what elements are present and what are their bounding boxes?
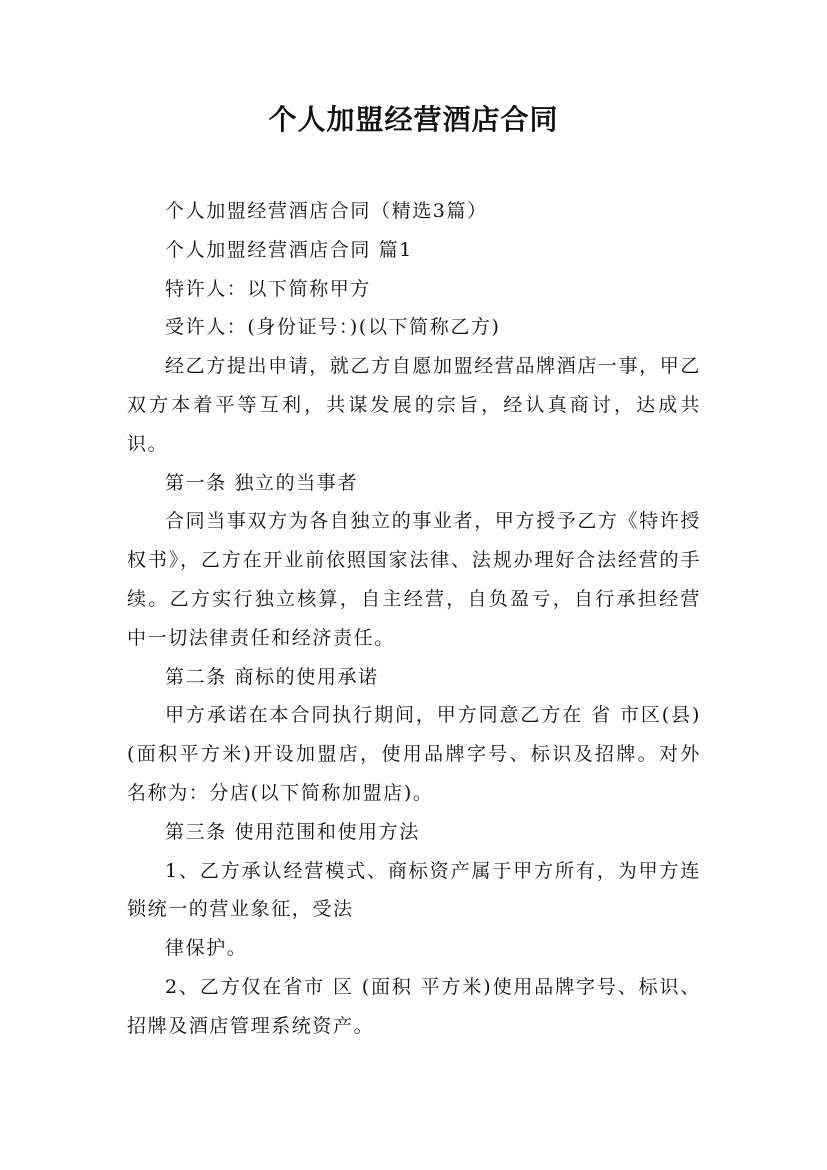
article-3-item-1: 1、乙方承认经营模式、商标资产属于甲方所有，为甲方连锁统一的营业象征，受法 (127, 859, 701, 921)
article-2-heading: 第二条 商标的使用承诺 (165, 665, 379, 688)
paragraph-subtitle: 个人加盟经营酒店合同（精选3篇） (165, 200, 488, 222)
article-3-item-1-continued: 律保护。 (165, 937, 248, 960)
article-3-heading: 第三条 使用范围和使用方法 (165, 820, 420, 843)
paragraph-preamble: 经乙方提出申请，就乙方自愿加盟经营品牌酒店一事，甲乙双方本着平等互利，共谋发展的宗旨，经认真商讨，达成共识。 (127, 355, 701, 455)
paragraph-section-heading: 个人加盟经营酒店合同 篇1 (165, 238, 413, 261)
article-3-item-2: 2、乙方仅在省市 区 (面积 平方米)使用品牌字号、标识、招牌及酒店管理系统资产。 (127, 975, 701, 1037)
paragraph-franchisor: 特许人：以下简称甲方 (165, 277, 372, 300)
document-body (127, 192, 701, 1046)
document-title: 个人加盟经营酒店合同 (268, 103, 559, 136)
paragraph-franchisee: 受许人：(身份证号：)(以下简称乙方) (165, 316, 501, 339)
article-1-heading: 第一条 独立的当事者 (165, 471, 359, 494)
article-1-body: 合同当事双方为各自独立的事业者，甲方授予乙方《特许授权书》，乙方在开业前依照国家法律、法规办理好合法经营的手续。乙方实行独立核算，自主经营，自负盈亏，自行承担经营中一切法律责任和经济责任。 (127, 510, 701, 649)
article-2-body: 甲方承诺在本合同执行期间，甲方同意乙方在 省 市区(县)(面积平方米)开设加盟店，使用品牌字号、标识及招牌。对外名称为：分店(以下简称加盟店)。 (127, 704, 701, 804)
